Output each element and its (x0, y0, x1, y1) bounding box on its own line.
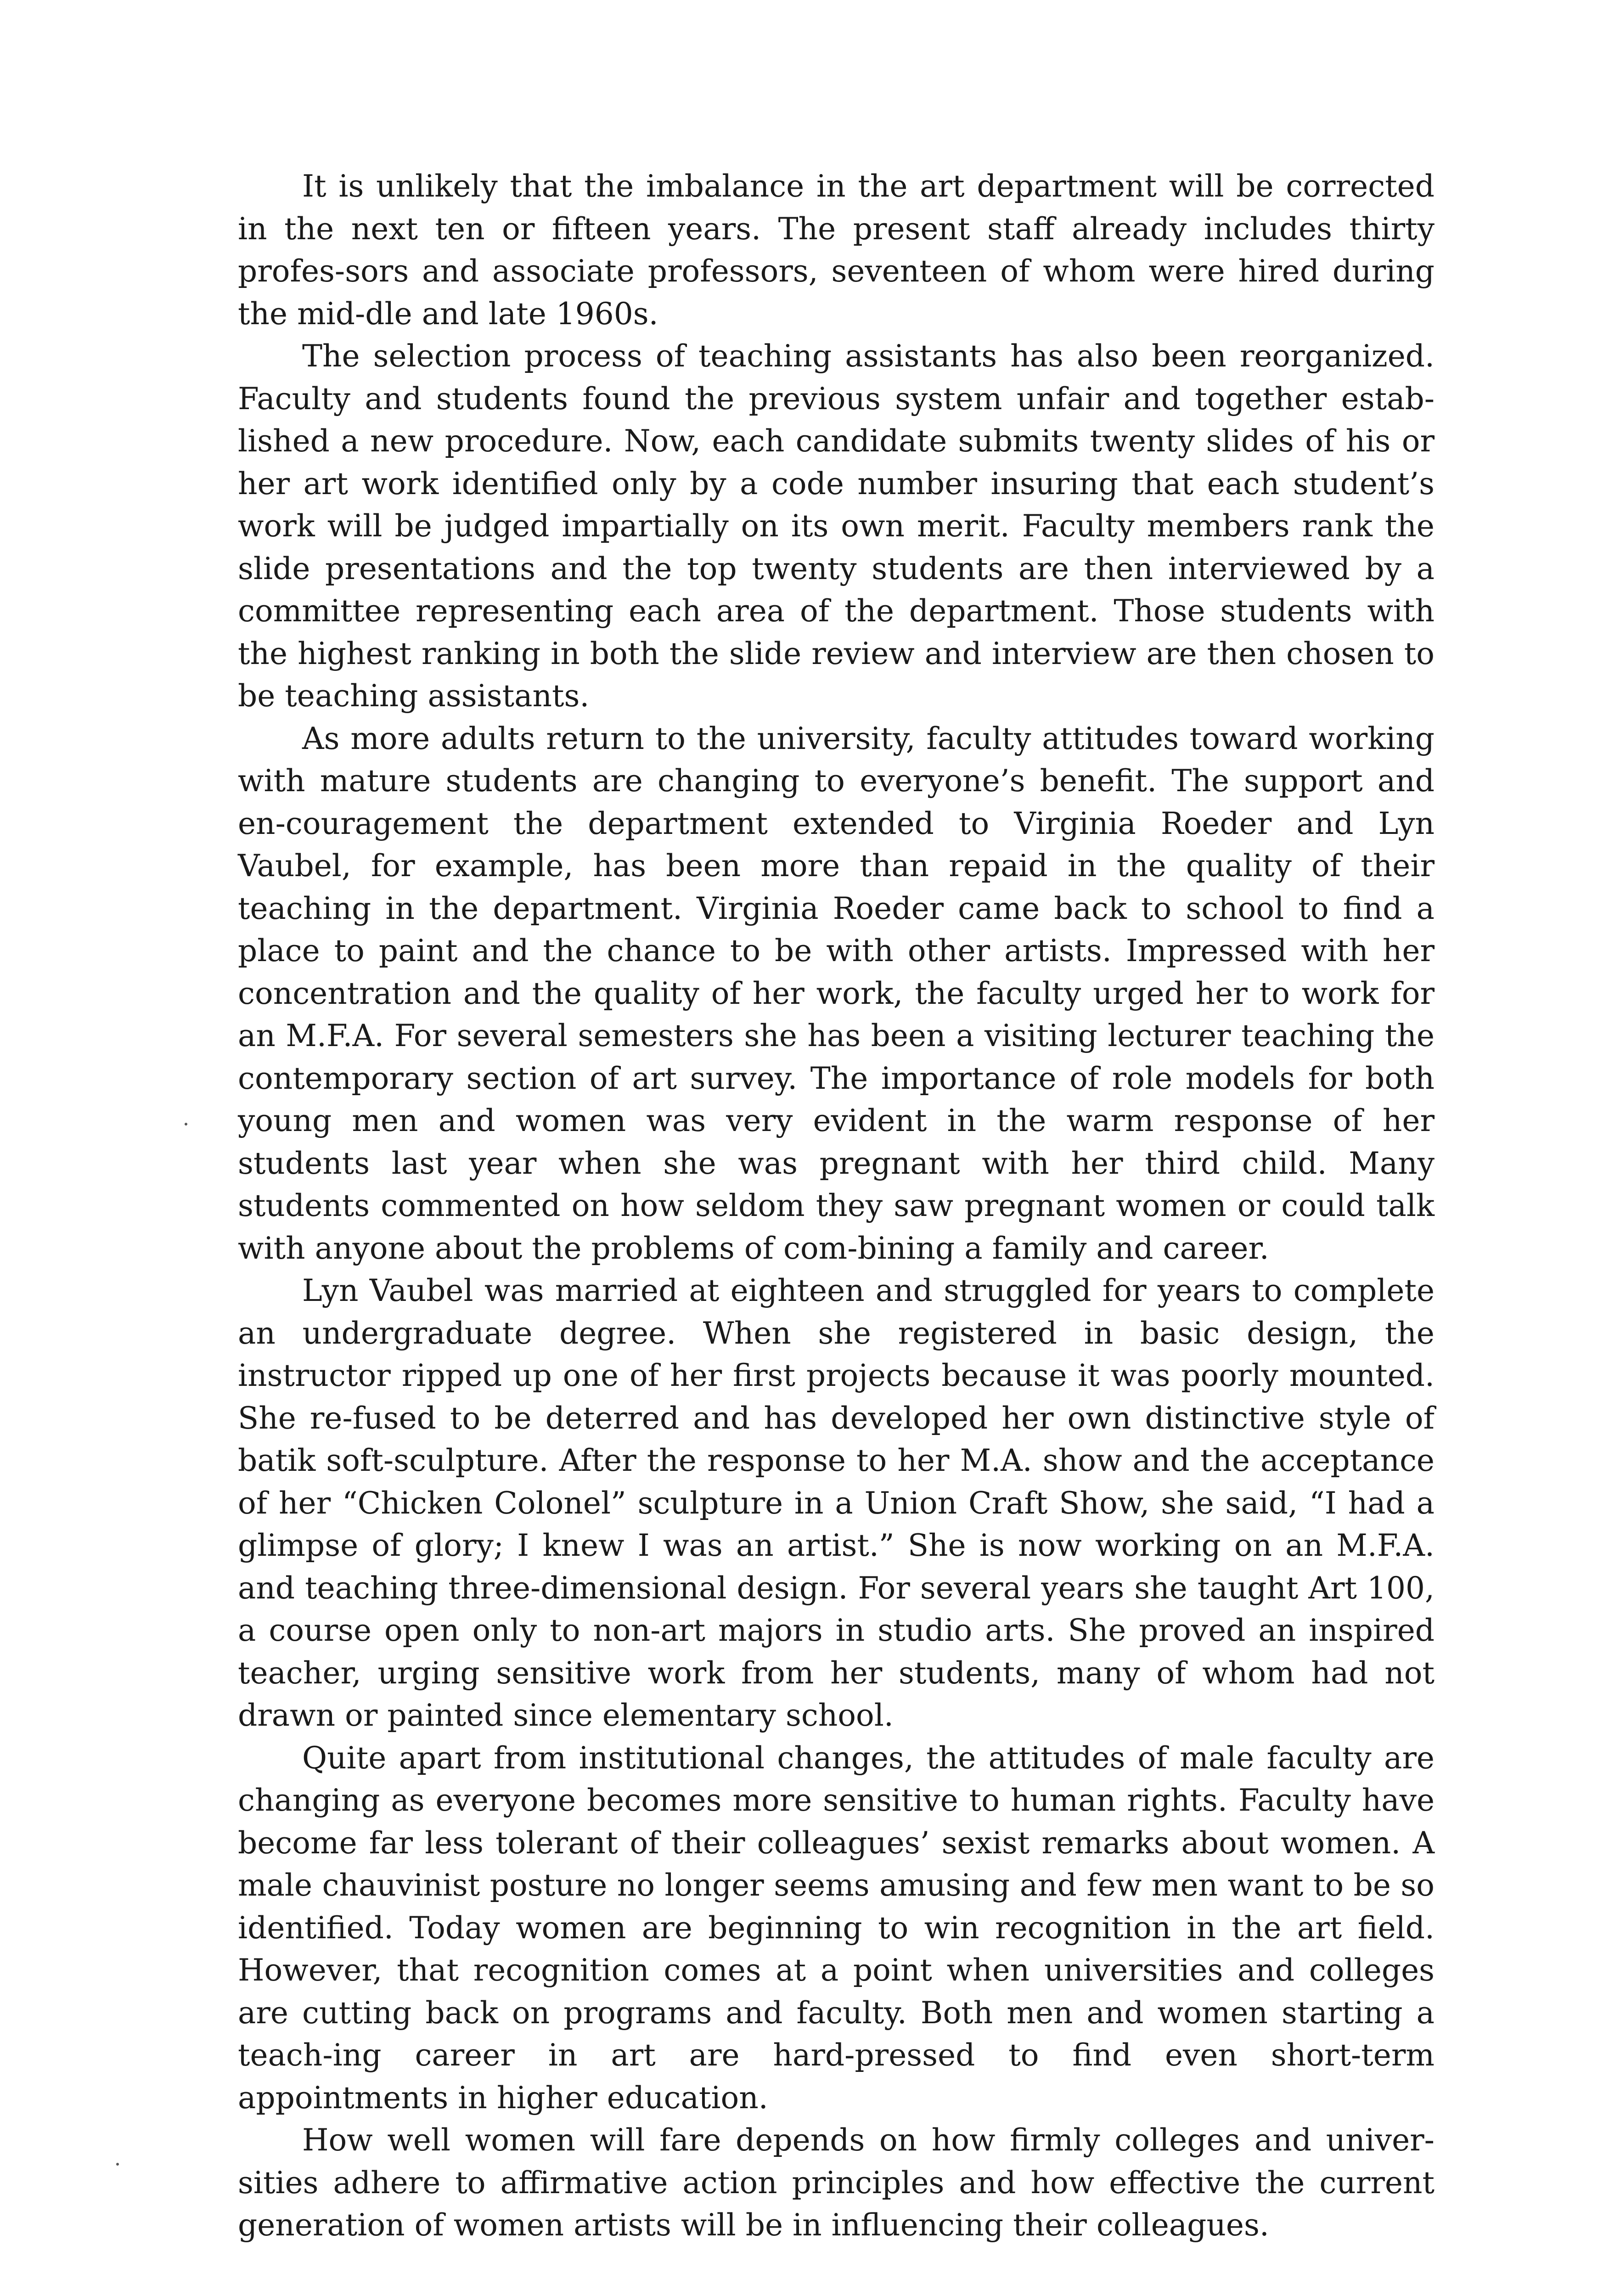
scan-speck-upper (185, 1123, 187, 1125)
paragraph-3: As more adults return to the university, faculty attitudes toward working with mature students are changing to everyone’s benefit. The support and en-couragement the department extended to Virginia Roeder and Lyn Vaubel, for example, has been more than repaid in the quality of their teaching in the department. Virginia Roeder came back to school to find a place to paint and the chance to be with other artists. Impressed with her concentration and the quality of her work, the faculty urged her to work for an M.F.A. For several semesters she has been a visiting lecturer teaching the contemporary section of art survey. The importance of role models for both young men and women was very evident in the warm response of her students last year when she was pregnant with her third child. Many students commented on how seldom they saw pregnant women or could talk with anyone about the problems of com-bining a family and career. (238, 720, 1435, 1266)
body-text (238, 165, 1435, 2247)
scan-speck-lower (116, 2163, 119, 2166)
paragraph-2: The selection process of teaching assistants has also been reorganized. Faculty and students found the previous system unfair and together estab-lished a new procedure. Now, each candidate submits twenty slides of his or her art work identified only by a code number insuring that each student’s work will be judged impartially on its own merit. Faculty members rank the slide presentations and the top twenty students are then interviewed by a committee representing each area of the department. Those students with the highest ranking in both the slide review and interview are then chosen to be teaching assistants. (238, 338, 1435, 714)
paragraph-4: Lyn Vaubel was married at eighteen and struggled for years to complete an undergraduate degree. When she registered in basic design, the instructor ripped up one of her first projects because it was poorly mounted. She re-fused to be deterred and has developed her own distinctive style of batik soft-sculpture. After the response to her M.A. show and the acceptance of her “Chicken Colonel” sculpture in a Union Craft Show, she said, “I had a glimpse of glory; I knew I was an artist.” She is now working on an M.F.A. and teaching three-dimensional design. For several years she taught Art 100, a course open only to non-art majors in studio arts. She proved an inspired teacher, urging sensitive work from her students, many of whom had not drawn or painted since elementary school. (238, 1273, 1435, 1733)
paragraph-5: Quite apart from institutional changes, the attitudes of male faculty are changing as everyone becomes more sensitive to human rights. Faculty have become far less tolerant of their colleagues’ sexist remarks about women. A male chauvinist posture no longer seems amusing and few men want to be so identified. Today women are beginning to win recognition in the art field. However, that recognition comes at a point when universities and colleges are cutting back on programs and faculty. Both men and women starting a teach-ing career in art are hard-pressed to find even short-term appointments in higher education. (238, 1740, 1435, 2116)
paragraph-1: It is unlikely that the imbalance in the art department will be corrected in the next ten or fifteen years. The present staff already includes thirty profes-sors and associate professors, seventeen of whom were hired during the mid-dle and late 1960s. (238, 169, 1435, 332)
paragraph-6: How well women will fare depends on how firmly colleges and univer-sities adhere to affirmative action principles and how effective the current generation of women artists will be in influencing their colleagues. (238, 2122, 1435, 2243)
